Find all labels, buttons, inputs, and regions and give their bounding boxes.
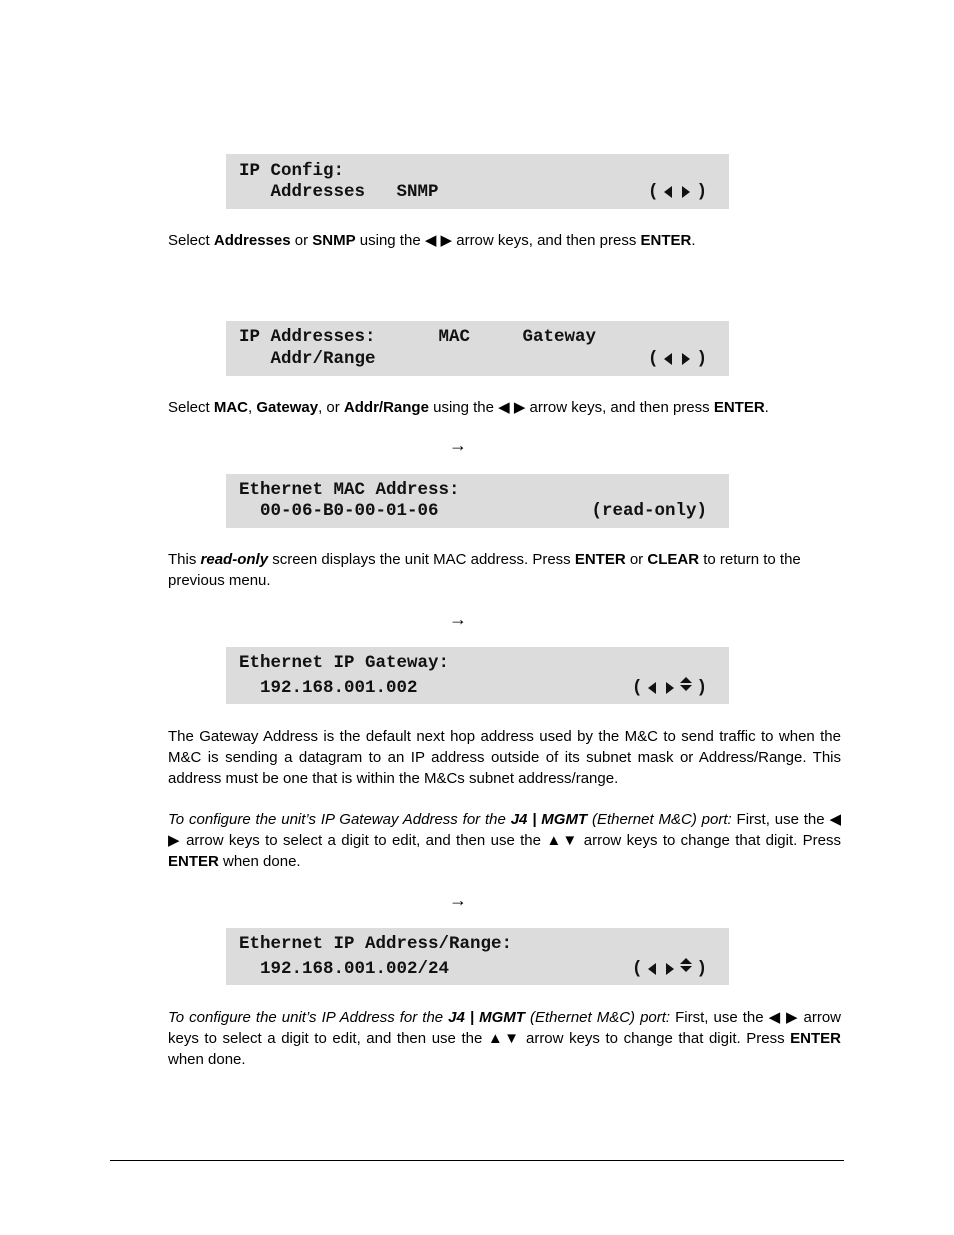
lcd-screen-ip-config — [226, 154, 729, 209]
lcd-line-2: 192.168.001.002 — [239, 678, 418, 698]
left-arrow-icon — [664, 353, 672, 365]
lcd-line-1: IP Config: — [239, 161, 345, 181]
lcd-line-2: 00-06-B0-00-01-06 — [239, 501, 439, 521]
read-only-note: (read-only) — [591, 501, 707, 521]
lcd-line-2: 192.168.001.002/24 — [239, 959, 450, 979]
lcd-line-1: IP Addresses: MAC Gateway — [239, 327, 597, 347]
lcd-line-2: Addresses SNMP — [239, 182, 439, 202]
right-arrow-icon — [666, 963, 674, 975]
right-arrow-icon — [666, 682, 674, 694]
lcd-screen-ip-address-range — [226, 928, 729, 985]
up-down-arrow-icon — [680, 677, 692, 691]
right-arrow-icon — [682, 353, 690, 365]
lcd-line-2: Addr/Range — [239, 349, 376, 369]
instruction-configure-ip-address: To configure the unit’s IP Address for the J4 | MGMT (Ethernet M&C) port: First, use the ◀ ▶ arrow keys to select a digit to edit, and then use the ▲▼ arrow keys to change that digit. Press ENTER when done. — [168, 1009, 842, 1068]
footer-divider — [110, 1160, 844, 1161]
lcd-screen-mac-address — [226, 474, 729, 528]
arrow-keys-indicator: ( ) — [631, 959, 707, 979]
lcd-line-1: Ethernet IP Gateway: — [239, 653, 450, 673]
lcd-screen-ip-addresses — [226, 321, 729, 376]
description-gateway: The Gateway Address is the default next hop address used by the M&C to send traffic to when the M&C is sending a datagram to an IP address outside of its subnet mask or Address/Range. This address must be one that is within the M&Cs subnet address/range. — [168, 728, 841, 787]
instruction-select-addresses: Select Addresses or SNMP using the ◀ ▶ arrow keys, and then press ENTER. — [168, 232, 696, 249]
left-arrow-icon — [648, 963, 656, 975]
instruction-configure-gateway: To configure the unit’s IP Gateway Address for the J4 | MGMT (Ethernet M&C) port: First, use the ◀ ▶ arrow keys to select a digit to edit, and then use the ▲▼ arrow keys to change that digit. Press ENTER when done. — [168, 811, 841, 870]
right-arrow-icon: → — [449, 890, 467, 910]
right-arrow-icon — [682, 186, 690, 198]
right-arrow-icon: → — [449, 435, 467, 455]
right-arrow-icon: → — [449, 609, 467, 629]
arrow-keys-indicator: ( ) — [647, 182, 707, 202]
arrow-keys-indicator: ( ) — [647, 349, 707, 369]
lcd-line-1: Ethernet MAC Address: — [239, 480, 460, 500]
lcd-screen-ip-gateway — [226, 647, 729, 704]
arrow-keys-indicator: ( ) — [631, 678, 707, 698]
up-down-arrow-icon — [680, 958, 692, 972]
description-read-only: This read-only screen displays the unit MAC address. Press ENTER or CLEAR to return to the previous menu. — [168, 551, 801, 589]
left-arrow-icon — [648, 682, 656, 694]
left-arrow-icon — [664, 186, 672, 198]
lcd-line-1: Ethernet IP Address/Range: — [239, 934, 513, 954]
instruction-select-mac-gateway: Select MAC, Gateway, or Addr/Range using the ◀ ▶ arrow keys, and then press ENTER. — [168, 399, 769, 416]
